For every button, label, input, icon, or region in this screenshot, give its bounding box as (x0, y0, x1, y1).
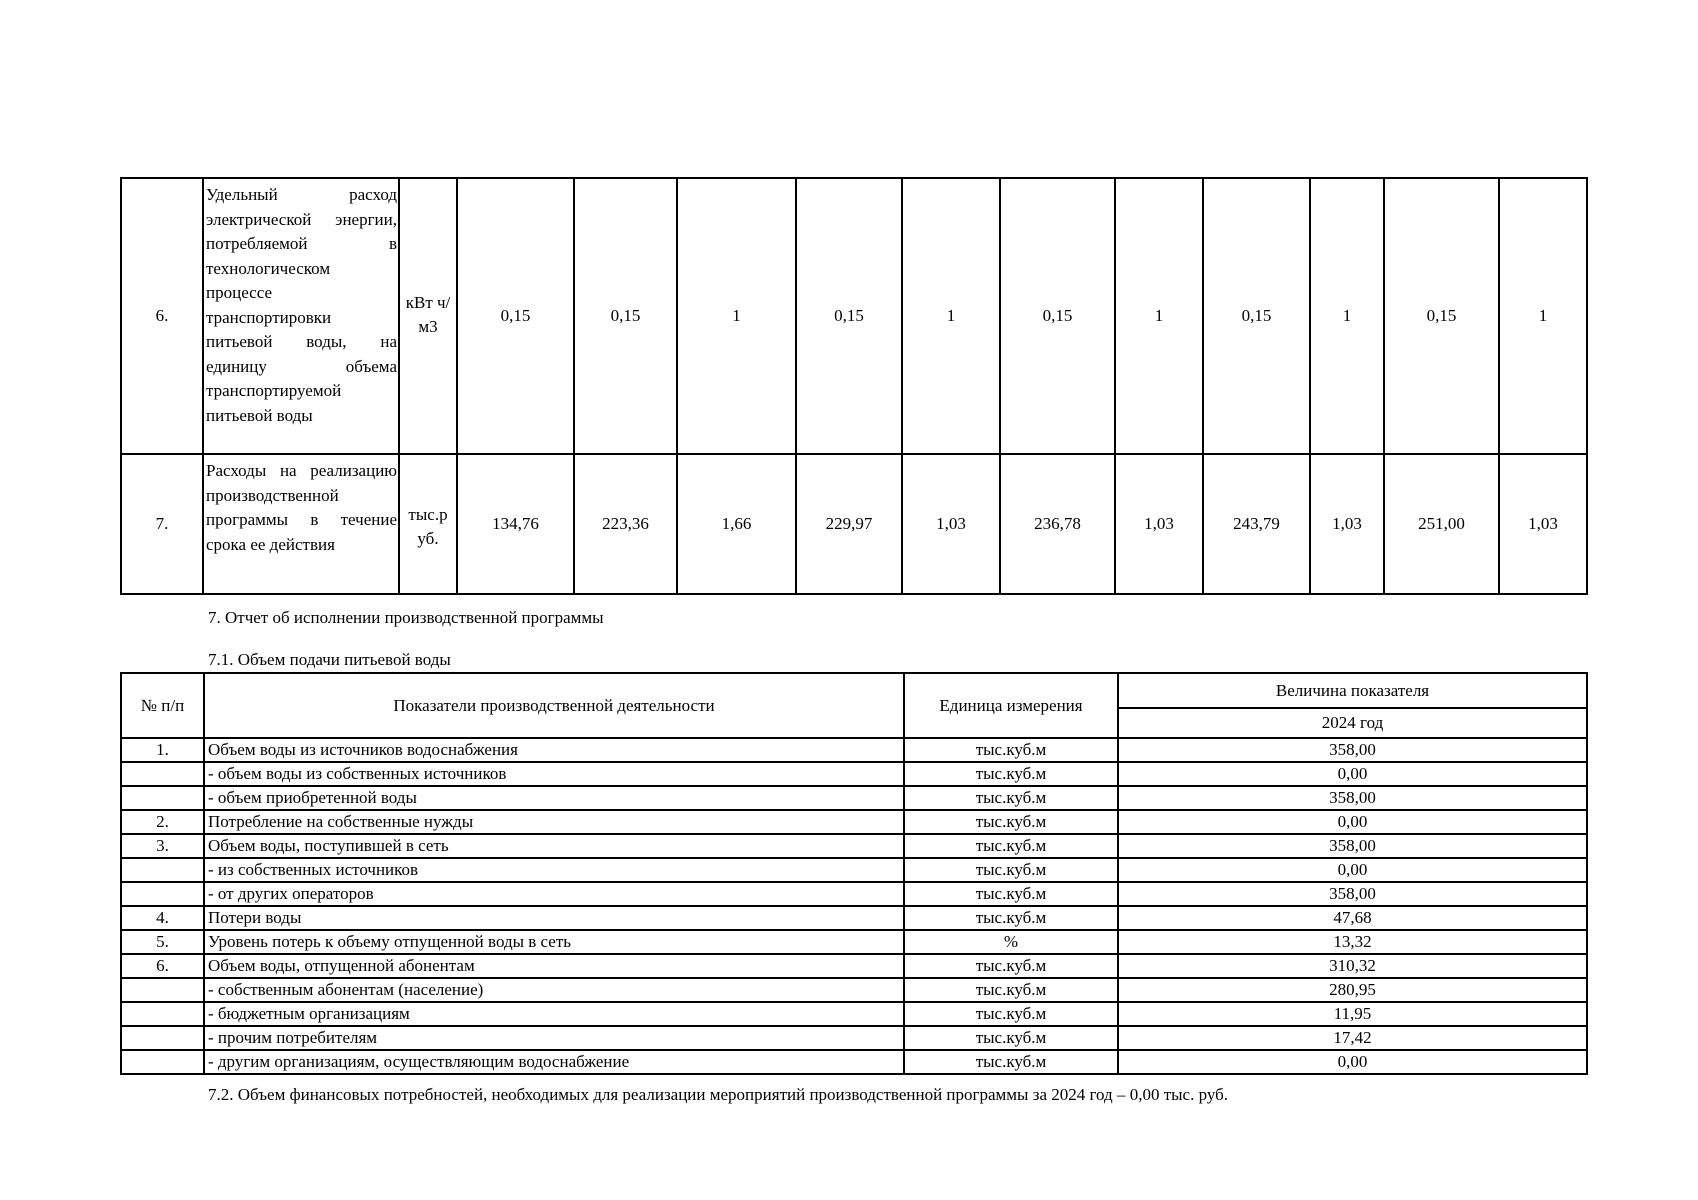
unit-cell: тыс.р уб. (399, 454, 457, 594)
indicator-name: - из собственных источников (204, 858, 904, 882)
indicator-name: Потребление на собственные нужды (204, 810, 904, 834)
row-number: 3. (121, 834, 204, 858)
table-row (121, 1026, 1587, 1050)
indicator-name: Объем воды, поступившей в сеть (204, 834, 904, 858)
unit-cell: тыс.куб.м (904, 858, 1118, 882)
value-cell: 11,95 (1118, 1002, 1587, 1026)
value-cell: 1,03 (1499, 454, 1587, 594)
value-cell: 358,00 (1118, 882, 1587, 906)
section-title: 7. Отчет об исполнении производственной программы (208, 608, 604, 627)
value-cell: 0,15 (574, 178, 677, 454)
row-number (121, 1002, 204, 1026)
indicators-table-body (121, 178, 1587, 594)
value-cell: 310,32 (1118, 954, 1587, 978)
unit-cell: тыс.куб.м (904, 762, 1118, 786)
indicator-name: Удельный расход электрической энергии, потребляемой в технологическом процессе транспортировки питьевой воды, на единицу объема транспортируемой питьевой воды (203, 178, 399, 454)
header-value: Величина показателя (1118, 673, 1587, 708)
report-table (120, 672, 1588, 1075)
header-num: № п/п (121, 673, 204, 738)
value-cell: 229,97 (796, 454, 902, 594)
value-cell: 1 (1499, 178, 1587, 454)
indicator-name: - собственным абонентам (население) (204, 978, 904, 1002)
subsection-title: 7.1. Объем подачи питьевой воды (208, 650, 451, 669)
unit-cell: тыс.куб.м (904, 1002, 1118, 1026)
value-cell: 1,66 (677, 454, 796, 594)
value-cell: 0,15 (1203, 178, 1310, 454)
table-row (121, 858, 1587, 882)
row-number (121, 786, 204, 810)
indicator-name: - объем воды из собственных источников (204, 762, 904, 786)
value-cell: 17,42 (1118, 1026, 1587, 1050)
footer-note: 7.2. Объем финансовых потребностей, необходимых для реализации мероприятий производственной программы за 2024 год – 0,00 тыс. руб. (208, 1085, 1229, 1104)
indicators-table (120, 177, 1588, 595)
table-row (121, 978, 1587, 1002)
row-number (121, 1050, 204, 1074)
indicator-name: - бюджетным организациям (204, 1002, 904, 1026)
value-cell: 13,32 (1118, 930, 1587, 954)
indicator-name: - прочим потребителям (204, 1026, 904, 1050)
value-cell: 251,00 (1384, 454, 1499, 594)
value-cell: 358,00 (1118, 786, 1587, 810)
value-cell: 0,00 (1118, 1050, 1587, 1074)
indicator-name: Расходы на реализацию производственной программы в течение срока ее действия (203, 454, 399, 594)
row-number: 2. (121, 810, 204, 834)
row-number: 4. (121, 906, 204, 930)
indicator-name: - от других операторов (204, 882, 904, 906)
table-row (121, 738, 1587, 762)
value-cell: 0,00 (1118, 810, 1587, 834)
value-cell: 1 (1310, 178, 1384, 454)
value-cell: 358,00 (1118, 834, 1587, 858)
value-cell: 358,00 (1118, 738, 1587, 762)
value-cell: 1,03 (1310, 454, 1384, 594)
table-row (121, 882, 1587, 906)
report-table-body (121, 673, 1587, 1074)
row-number (121, 1026, 204, 1050)
value-cell: 243,79 (1203, 454, 1310, 594)
row-number: 5. (121, 930, 204, 954)
table-row (121, 906, 1587, 930)
row-number: 6. (121, 178, 203, 454)
value-cell: 0,15 (1384, 178, 1499, 454)
unit-cell: тыс.куб.м (904, 906, 1118, 930)
indicator-name: Объем воды из источников водоснабжения (204, 738, 904, 762)
row-number: 1. (121, 738, 204, 762)
unit-cell: тыс.куб.м (904, 738, 1118, 762)
value-cell: 223,36 (574, 454, 677, 594)
value-cell: 1 (1115, 178, 1203, 454)
value-cell: 1 (902, 178, 1000, 454)
table-row (121, 1050, 1587, 1074)
indicator-name: Объем воды, отпущенной абонентам (204, 954, 904, 978)
row-number: 6. (121, 954, 204, 978)
table-row (121, 930, 1587, 954)
unit-cell: тыс.куб.м (904, 1026, 1118, 1050)
row-number: 7. (121, 454, 203, 594)
unit-cell: тыс.куб.м (904, 1050, 1118, 1074)
table-row (121, 762, 1587, 786)
table-row (121, 834, 1587, 858)
value-cell: 1,03 (902, 454, 1000, 594)
unit-cell: тыс.куб.м (904, 882, 1118, 906)
unit-cell: % (904, 930, 1118, 954)
table-row (121, 954, 1587, 978)
indicator-name: Потери воды (204, 906, 904, 930)
header-year: 2024 год (1118, 708, 1587, 738)
table-row (121, 1002, 1587, 1026)
value-cell: 134,76 (457, 454, 574, 594)
table-row (121, 454, 1587, 594)
table-header-row (121, 673, 1587, 708)
indicator-name: - другим организациям, осуществляющим водоснабжение (204, 1050, 904, 1074)
table-row (121, 178, 1587, 454)
row-number (121, 762, 204, 786)
value-cell: 1 (677, 178, 796, 454)
unit-cell: тыс.куб.м (904, 954, 1118, 978)
value-cell: 0,15 (796, 178, 902, 454)
unit-cell: кВт ч/м3 (399, 178, 457, 454)
value-cell: 0,15 (457, 178, 574, 454)
row-number (121, 978, 204, 1002)
value-cell: 0,15 (1000, 178, 1115, 454)
row-number (121, 882, 204, 906)
header-unit: Единица измерения (904, 673, 1118, 738)
indicator-name: Уровень потерь к объему отпущенной воды в сеть (204, 930, 904, 954)
header-indicator: Показатели производственной деятельности (204, 673, 904, 738)
value-cell: 236,78 (1000, 454, 1115, 594)
unit-cell: тыс.куб.м (904, 810, 1118, 834)
value-cell: 0,00 (1118, 762, 1587, 786)
value-cell: 47,68 (1118, 906, 1587, 930)
row-number (121, 858, 204, 882)
unit-cell: тыс.куб.м (904, 786, 1118, 810)
unit-cell: тыс.куб.м (904, 978, 1118, 1002)
value-cell: 1,03 (1115, 454, 1203, 594)
value-cell: 0,00 (1118, 858, 1587, 882)
value-cell: 280,95 (1118, 978, 1587, 1002)
indicator-name: - объем приобретенной воды (204, 786, 904, 810)
unit-cell: тыс.куб.м (904, 834, 1118, 858)
table-row (121, 810, 1587, 834)
table-row (121, 786, 1587, 810)
